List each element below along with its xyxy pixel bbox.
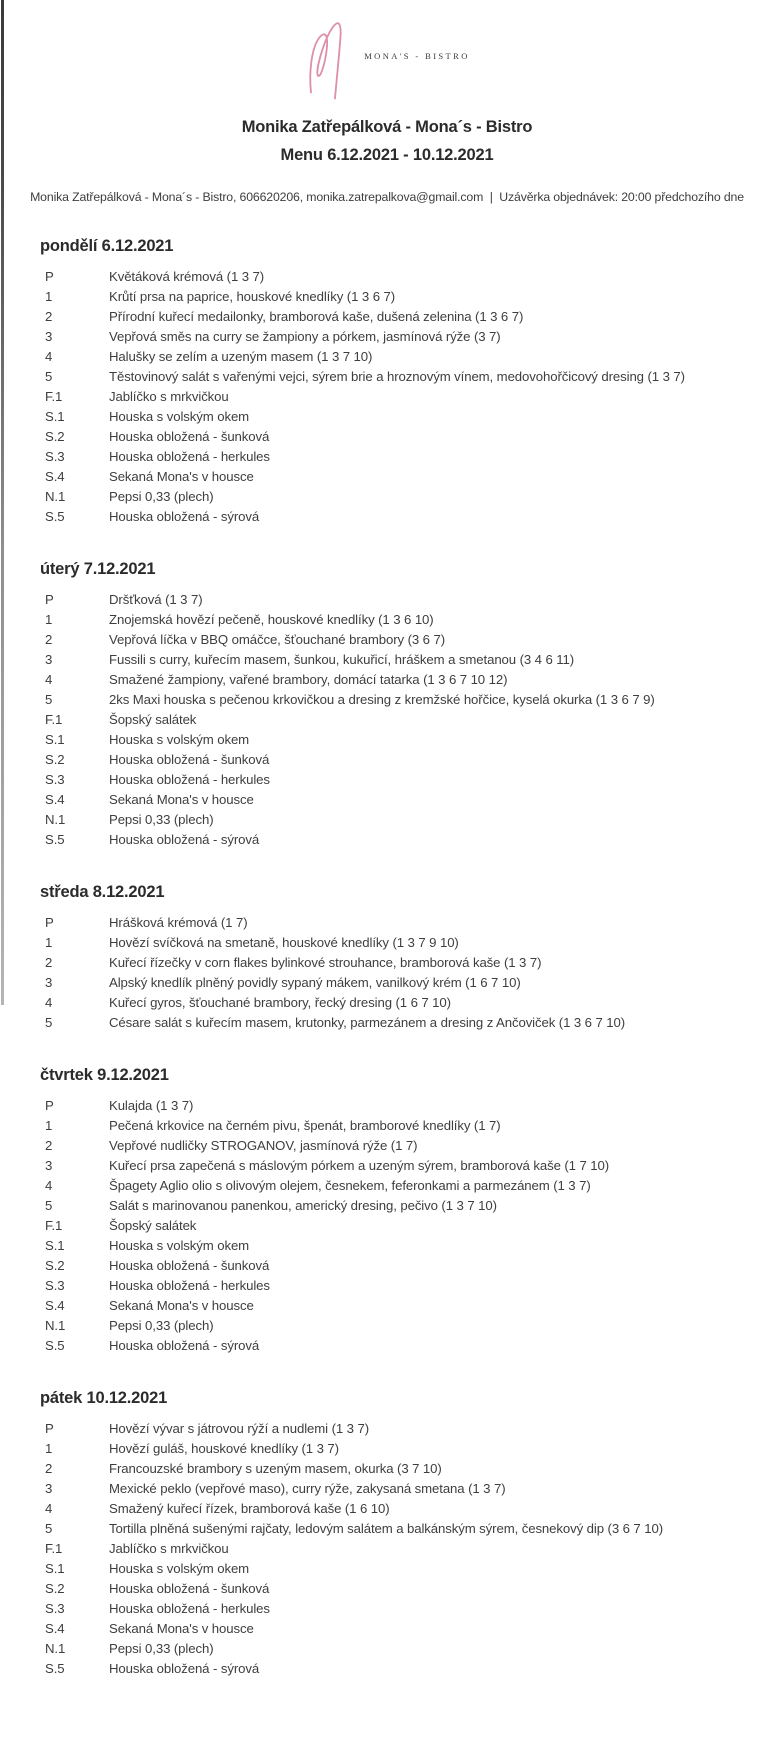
logo-m-icon [304, 16, 354, 100]
menu-item-row [0, 1196, 774, 1216]
item-code: S.1 [45, 732, 65, 747]
item-text: Sekaná Mona's v housce [109, 792, 254, 807]
item-text: Vepřová líčka v BBQ omáčce, šťouchané brambory (3 6 7) [109, 632, 445, 647]
logo [0, 12, 774, 104]
item-text: Hovězí guláš, houskové knedlíky (1 3 7) [109, 1441, 339, 1456]
item-code: 2 [45, 309, 53, 324]
logo-text: MONA'S - BISTRO [364, 51, 470, 61]
item-text: Pečená krkovice na černém pivu, špenát, bramborové knedlíky (1 7) [109, 1118, 501, 1133]
item-text: Houska obložená - šunková [109, 1258, 270, 1273]
item-code: P [45, 915, 54, 930]
menu-item-row [0, 710, 774, 730]
item-code: P [45, 1421, 54, 1436]
item-text: Salát s marinovanou panenkou, americký dresing, pečivo (1 3 7 10) [109, 1198, 497, 1213]
item-code: F.1 [45, 712, 63, 727]
menu-item-row [0, 1336, 774, 1356]
item-text: Pepsi 0,33 (plech) [109, 812, 214, 827]
menu-item-row [0, 487, 774, 507]
menu-item-row [0, 670, 774, 690]
item-text: Mexické peklo (vepřové maso), curry rýže, zakysaná smetana (1 3 7) [109, 1481, 506, 1496]
menu-item-row [0, 287, 774, 307]
menu-item-row [0, 1599, 774, 1619]
item-text: Sekaná Mona's v housce [109, 1621, 254, 1636]
menu-item-row [0, 690, 774, 710]
menu-item-row [0, 347, 774, 367]
menu-item-row [0, 1579, 774, 1599]
item-text: 2ks Maxi houska s pečenou krkovičkou a dresing z kremžské hořčice, kyselá okurka (1 3 6 7 9) [109, 692, 655, 707]
day-section-5 [0, 1386, 774, 1679]
item-code: 2 [45, 1461, 53, 1476]
item-text: Květáková krémová (1 3 7) [109, 269, 265, 284]
day-title: středa 8.12.2021 [40, 883, 165, 901]
menu-item-row [0, 387, 774, 407]
item-code: 1 [45, 1441, 53, 1456]
item-text: Houska obložená - sýrová [109, 1661, 260, 1676]
item-text: Fussili s curry, kuřecím masem, šunkou, kukuřicí, hráškem a smetanou (3 4 6 11) [109, 652, 575, 667]
item-text: Hovězí vývar s játrovou rýží a nudlemi (1 3 7) [109, 1421, 369, 1436]
menu-item-row [0, 1176, 774, 1196]
menu-item-row [0, 447, 774, 467]
menu-item-row [0, 770, 774, 790]
menu-item-row [0, 610, 774, 630]
document-header [0, 0, 774, 204]
item-code: S.1 [45, 409, 65, 424]
menu-item-row [0, 830, 774, 850]
menu-item-row [0, 1116, 774, 1136]
item-text: Kuřecí řízečky v corn flakes bylinkové strouhance, bramborová kaše (1 3 7) [109, 955, 542, 970]
item-code: 5 [45, 1198, 53, 1213]
item-text: Houska s volským okem [109, 409, 250, 424]
item-text: Houska obložená - herkules [109, 1278, 270, 1293]
day-title: pátek 10.12.2021 [40, 1389, 168, 1407]
menu-item-row [0, 810, 774, 830]
item-code: S.4 [45, 1298, 65, 1313]
item-code: S.3 [45, 449, 65, 464]
menu-days [0, 234, 774, 1719]
item-code: S.2 [45, 752, 65, 767]
item-code: S.3 [45, 772, 65, 787]
menu-item-row [0, 590, 774, 610]
day-title: úterý 7.12.2021 [40, 560, 156, 578]
item-code: N.1 [45, 1641, 66, 1656]
item-text: Kuřecí gyros, šťouchané brambory, řecký dresing (1 6 7 10) [109, 995, 451, 1010]
item-text: Vepřová směs na curry se žampiony a pórkem, jasmínová rýže (3 7) [109, 329, 501, 344]
item-text: Francouzské brambory s uzeným masem, okurka (3 7 10) [109, 1461, 442, 1476]
day-section-3 [0, 880, 774, 1033]
item-code: 3 [45, 329, 53, 344]
item-code: S.2 [45, 429, 65, 444]
item-text: Houska s volským okem [109, 1238, 250, 1253]
item-text: Šopský salátek [109, 712, 197, 727]
menu-item-row [0, 1559, 774, 1579]
item-code: 2 [45, 955, 53, 970]
item-code: S.4 [45, 469, 65, 484]
item-code: 2 [45, 1138, 53, 1153]
item-code: S.5 [45, 832, 65, 847]
item-code: 4 [45, 1178, 53, 1193]
item-code: 3 [45, 1158, 53, 1173]
item-text: Kulajda (1 3 7) [109, 1098, 194, 1113]
item-code: 5 [45, 369, 53, 384]
item-code: F.1 [45, 389, 63, 404]
item-text: Houska obložená - sýrová [109, 509, 260, 524]
item-text: Houska s volským okem [109, 1561, 250, 1576]
menu-item-row [0, 1619, 774, 1639]
menu-item-row [0, 507, 774, 527]
item-code: S.4 [45, 1621, 65, 1636]
item-code: S.3 [45, 1601, 65, 1616]
menu-item-row [0, 1156, 774, 1176]
item-text: Jablíčko s mrkvičkou [109, 1541, 229, 1556]
item-code: F.1 [45, 1218, 63, 1233]
item-text: Alpský knedlík plněný povidly sypaný mákem, vanilkový krém (1 6 7 10) [109, 975, 521, 990]
item-text: Houska obložená - šunková [109, 429, 270, 444]
menu-item-row [0, 933, 774, 953]
item-code: 5 [45, 1015, 53, 1030]
item-text: Znojemská hovězí pečeně, houskové knedlíky (1 3 6 10) [109, 612, 434, 627]
item-code: 1 [45, 612, 53, 627]
menu-item-row [0, 630, 774, 650]
menu-item-row [0, 973, 774, 993]
menu-item-row [0, 367, 774, 387]
item-text: Dršťková (1 3 7) [109, 592, 203, 607]
item-code: N.1 [45, 1318, 66, 1333]
item-text: Šopský salátek [109, 1218, 197, 1233]
item-text: Tortilla plněná sušenými rajčaty, ledovým salátem a balkánským sýrem, česnekový dip (3 6 7 10) [109, 1521, 663, 1536]
item-code: 1 [45, 1118, 53, 1133]
item-code: 4 [45, 672, 53, 687]
item-text: Houska obložená - sýrová [109, 832, 260, 847]
day-title: pondělí 6.12.2021 [40, 237, 174, 255]
item-text: Krůtí prsa na paprice, houskové knedlíky (1 3 6 7) [109, 289, 396, 304]
item-text: Houska obložená - šunková [109, 752, 270, 767]
menu-item-row [0, 1499, 774, 1519]
item-code: S.5 [45, 1661, 65, 1676]
day-title: čtvrtek 9.12.2021 [40, 1066, 169, 1084]
menu-item-row [0, 1216, 774, 1236]
menu-item-row [0, 1659, 774, 1679]
menu-item-row [0, 1479, 774, 1499]
item-text: Pepsi 0,33 (plech) [109, 1641, 214, 1656]
item-text: Houska obložená - herkules [109, 772, 270, 787]
item-text: Hrášková krémová (1 7) [109, 915, 248, 930]
menu-item-row [0, 750, 774, 770]
menu-item-row [0, 327, 774, 347]
item-code: S.5 [45, 1338, 65, 1353]
item-text: Špagety Aglio olio s olivovým olejem, česnekem, feferonkami a parmezánem (1 3 7) [109, 1178, 591, 1193]
menu-item-row [0, 1639, 774, 1659]
item-text: Sekaná Mona's v housce [109, 1298, 254, 1313]
menu-item-row [0, 953, 774, 973]
item-text: Houska obložená - herkules [109, 1601, 270, 1616]
item-text: Smažený kuřecí řízek, bramborová kaše (1 6 10) [109, 1501, 390, 1516]
item-code: 5 [45, 1521, 53, 1536]
item-text: Pepsi 0,33 (plech) [109, 489, 214, 504]
item-code: P [45, 592, 54, 607]
item-code: 3 [45, 652, 53, 667]
menu-item-row [0, 1136, 774, 1156]
item-text: Césare salát s kuřecím masem, krutonky, parmezánem a dresing z Ančoviček (1 3 6 7 10) [109, 1015, 626, 1030]
item-code: 4 [45, 1501, 53, 1516]
item-code: P [45, 1098, 54, 1113]
menu-item-row [0, 1013, 774, 1033]
item-text: Vepřové nudličky STROGANOV, jasmínová rýže (1 7) [109, 1138, 418, 1153]
menu-item-row [0, 427, 774, 447]
menu-item-row [0, 1276, 774, 1296]
menu-item-row [0, 1236, 774, 1256]
item-text: Halušky se zelím a uzeným masem (1 3 7 10) [109, 349, 373, 364]
item-code: S.3 [45, 1278, 65, 1293]
menu-item-row [0, 1096, 774, 1116]
menu-item-row [0, 1256, 774, 1276]
item-text: Sekaná Mona's v housce [109, 469, 254, 484]
menu-item-row [0, 1539, 774, 1559]
contact-line: Monika Zatřepálková - Mona´s - Bistro, 606620206, monika.zatrepalkova@gmail.com | Uzávěrka objednávek: 20:00 předchozího dne [30, 190, 744, 204]
item-text: Houska obložená - sýrová [109, 1338, 260, 1353]
menu-item-row [0, 1519, 774, 1539]
day-section-1 [0, 234, 774, 527]
menu-item-row [0, 993, 774, 1013]
item-code: F.1 [45, 1541, 63, 1556]
day-section-2 [0, 557, 774, 850]
item-text: Smažené žampiony, vařené brambory, domácí tatarka (1 3 6 7 10 12) [109, 672, 508, 687]
item-code: S.2 [45, 1581, 65, 1596]
item-code: S.1 [45, 1238, 65, 1253]
menu-item-row [0, 1296, 774, 1316]
menu-item-row [0, 467, 774, 487]
item-text: Pepsi 0,33 (plech) [109, 1318, 214, 1333]
item-code: S.4 [45, 792, 65, 807]
item-code: N.1 [45, 812, 66, 827]
item-code: N.1 [45, 489, 66, 504]
item-text: Kuřecí prsa zapečená s máslovým pórkem a uzeným sýrem, bramborová kaše (1 7 10) [109, 1158, 610, 1173]
item-code: P [45, 269, 54, 284]
menu-item-row [0, 1439, 774, 1459]
menu-item-row [0, 307, 774, 327]
item-text: Houska s volským okem [109, 732, 250, 747]
menu-item-row [0, 790, 774, 810]
menu-item-row [0, 1419, 774, 1439]
menu-item-row [0, 650, 774, 670]
item-text: Jablíčko s mrkvičkou [109, 389, 229, 404]
day-section-4 [0, 1063, 774, 1356]
menu-item-row [0, 267, 774, 287]
item-code: 3 [45, 975, 53, 990]
item-code: 4 [45, 995, 53, 1010]
item-code: 5 [45, 692, 53, 707]
item-code: 2 [45, 632, 53, 647]
item-text: Přírodní kuřecí medailonky, bramborová kaše, dušená zelenina (1 3 6 7) [109, 309, 524, 324]
menu-item-row [0, 913, 774, 933]
item-code: 3 [45, 1481, 53, 1496]
item-text: Houska obložená - herkules [109, 449, 270, 464]
menu-item-row [0, 1459, 774, 1479]
item-code: 1 [45, 935, 53, 950]
left-edge-line [1, 0, 4, 1005]
item-text: Hovězí svíčková na smetaně, houskové knedlíky (1 3 7 9 10) [109, 935, 459, 950]
menu-date-range: Menu 6.12.2021 - 10.12.2021 [280, 146, 494, 164]
menu-item-row [0, 407, 774, 427]
item-code: 4 [45, 349, 53, 364]
item-text: Houska obložená - šunková [109, 1581, 270, 1596]
item-text: Těstovinový salát s vařenými vejci, sýrem brie a hroznovým vínem, medovohořčicový dresing (1 3 7) [109, 369, 685, 384]
item-code: S.5 [45, 509, 65, 524]
item-code: S.2 [45, 1258, 65, 1273]
item-code: S.1 [45, 1561, 65, 1576]
page-title: Monika Zatřepálková - Mona´s - Bistro [241, 118, 533, 136]
item-code: 1 [45, 289, 53, 304]
menu-item-row [0, 1316, 774, 1336]
menu-item-row [0, 730, 774, 750]
